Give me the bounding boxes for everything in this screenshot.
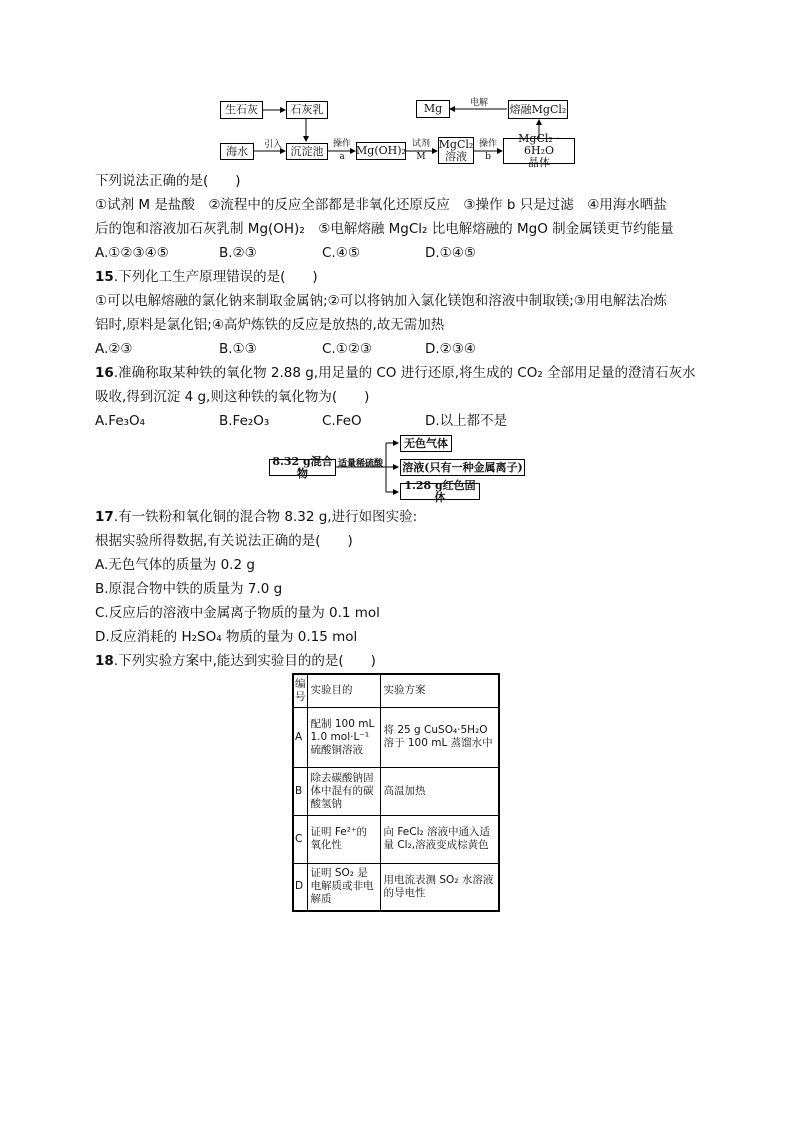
q18-number: 18 bbox=[95, 653, 114, 669]
q14-line1: ①试剂 M 是盐酸 ②流程中的反应全部都是非氧化还原反应 ③操作 b 只是过滤 ④用海水晒盐 bbox=[95, 197, 667, 213]
label-reagent-m-2: M bbox=[416, 152, 426, 162]
row-b-plan: 高温加热 bbox=[380, 767, 499, 815]
q17-option-d: D.反应消耗的 H₂SO₄ 物质的量为 0.15 mol bbox=[95, 629, 358, 645]
q15-option-c: C.①②③ bbox=[322, 341, 373, 357]
q15-option-a: A.②③ bbox=[95, 341, 133, 357]
q14-option-c: C.④⑤ bbox=[322, 245, 360, 261]
header-number: 编号 bbox=[293, 674, 307, 707]
q15-line2: 铝时,原料是氯化铝;④高炉炼铁的反应是放热的,故无需加热 bbox=[95, 317, 445, 333]
row-a-id: A bbox=[293, 707, 307, 767]
q16-line2: 吸收,得到沉淀 4 g,则这种铁的氧化物为( ) bbox=[95, 389, 370, 405]
box-mg: Mg bbox=[416, 100, 450, 118]
q14-option-d: D.①④⑤ bbox=[425, 245, 476, 261]
row-d-id: D bbox=[293, 863, 307, 911]
mgcl2-label: MgCl₂ bbox=[438, 137, 474, 151]
q17-option-c: C.反应后的溶液中金属离子物质的量为 0.1 mol bbox=[95, 605, 380, 621]
q18-stem bbox=[95, 651, 376, 671]
mixture-diagram-lines bbox=[0, 430, 794, 500]
q15-option-b: B.①③ bbox=[219, 341, 257, 357]
label-op-b-1: 操作 bbox=[478, 139, 497, 149]
q15-line1: ①可以电解熔融的氯化钠来制取金属钠;②可以将钠加入氯化镁饱和溶液中制取镁;③用电解法冶炼 bbox=[95, 293, 667, 309]
q16-option-a: A.Fe₃O₄ bbox=[95, 413, 146, 429]
box-quicklime: 生石灰 bbox=[220, 101, 263, 119]
experiment-table bbox=[292, 673, 500, 912]
row-c-plan: 向 FeCl₂ 溶液中通入适量 Cl₂,溶液变成棕黄色 bbox=[380, 815, 499, 863]
q15-stem bbox=[95, 267, 318, 287]
row-a-plan: 将 25 g CuSO₄·5H₂O 溶于 100 mL 蒸馏水中 bbox=[380, 707, 499, 767]
label-reagent-m-1: 试剂 bbox=[411, 139, 430, 149]
q15-option-d: D.②③④ bbox=[425, 341, 476, 357]
label-op-a-2: a bbox=[339, 152, 345, 162]
box-colorless-gas: 无色气体 bbox=[400, 435, 452, 452]
box-mgcl2-crystal bbox=[503, 132, 575, 169]
q17-option-a: A.无色气体的质量为 0.2 g bbox=[95, 557, 255, 573]
q15-stem-text: .下列化工生产原理错误的是( ) bbox=[113, 269, 318, 285]
table-row bbox=[293, 767, 499, 815]
q16-option-d: D.以上都不是 bbox=[425, 413, 508, 429]
q14-option-a: A.①②③④⑤ bbox=[95, 245, 169, 261]
table-row bbox=[293, 863, 499, 911]
table-header-row bbox=[293, 674, 499, 707]
label-dilute-sulfuric-acid: 适量稀硫酸 bbox=[338, 459, 384, 469]
row-b-goal: 除去碳酸钠固体中混有的碳酸氢钠 bbox=[307, 767, 380, 815]
row-d-plan: 用电流表测 SO₂ 水溶液的导电性 bbox=[380, 863, 499, 911]
q17-option-b: B.原混合物中铁的质量为 7.0 g bbox=[95, 581, 283, 597]
box-mgoh2: Mg(OH)₂ bbox=[356, 142, 406, 160]
q17-line1-text: .有一铁粉和氧化铜的混合物 8.32 g,进行如图实验: bbox=[113, 509, 418, 525]
q17-line2: 根据实验所得数据,有关说法正确的是( ) bbox=[95, 533, 353, 549]
q15-number: 15 bbox=[95, 269, 114, 285]
crystal-label: 晶体 bbox=[528, 156, 550, 169]
crystal-formula: MgCl₂ · 6H₂O bbox=[518, 132, 560, 157]
q14-option-b: B.②③ bbox=[219, 245, 257, 261]
row-c-goal: 证明 Fe²⁺的氧化性 bbox=[307, 815, 380, 863]
q17-line1 bbox=[95, 507, 417, 527]
q16-number: 16 bbox=[95, 365, 114, 381]
box-red-solid: 1.28 g红色固体 bbox=[400, 483, 480, 500]
label-op-a-1: 操作 bbox=[332, 139, 351, 149]
box-settling-tank: 沉淀池 bbox=[286, 143, 328, 160]
q14-stem: 下列说法正确的是( ) bbox=[95, 173, 241, 189]
row-c-id: C bbox=[293, 815, 307, 863]
q14-line2: 后的饱和溶液加石灰乳制 Mg(OH)₂ ⑤电解熔融 MgCl₂ 比电解熔融的 MgO 制金属镁更节约能量 bbox=[95, 221, 674, 237]
q17-number: 17 bbox=[95, 509, 114, 525]
box-lime-milk: 石灰乳 bbox=[286, 101, 328, 119]
header-goal: 实验目的 bbox=[307, 674, 380, 707]
box-solution: 溶液(只有一种金属离子) bbox=[400, 459, 525, 476]
label-introduce: 引入 bbox=[263, 140, 282, 150]
box-molten-mgcl2: 熔融MgCl₂ bbox=[508, 100, 568, 119]
row-a-goal: 配制 100 mL 1.0 mol·L⁻¹硫酸铜溶液 bbox=[307, 707, 380, 767]
row-b-id: B bbox=[293, 767, 307, 815]
box-mixture: 8.32 g混合物 bbox=[269, 459, 336, 476]
label-electrolysis: 电解 bbox=[469, 98, 488, 108]
table-row bbox=[293, 707, 499, 767]
box-mgcl2-solution bbox=[438, 137, 474, 164]
label-op-b-2: b bbox=[485, 152, 491, 162]
table-row bbox=[293, 815, 499, 863]
q16-option-b: B.Fe₂O₃ bbox=[219, 413, 270, 429]
q16-line1-text: .准确称取某种铁的氧化物 2.88 g,用足量的 CO 进行还原,将生成的 CO₂ 全部用足量的澄清石灰水 bbox=[113, 365, 696, 381]
q18-stem-text: .下列实验方案中,能达到实验目的的是( ) bbox=[113, 653, 376, 669]
header-plan: 实验方案 bbox=[380, 674, 499, 707]
q16-option-c: C.FeO bbox=[322, 413, 362, 429]
solution-label: 溶液 bbox=[445, 149, 467, 163]
box-seawater: 海水 bbox=[220, 143, 254, 160]
q16-line1 bbox=[95, 363, 696, 383]
row-d-goal: 证明 SO₂ 是电解质或非电解质 bbox=[307, 863, 380, 911]
